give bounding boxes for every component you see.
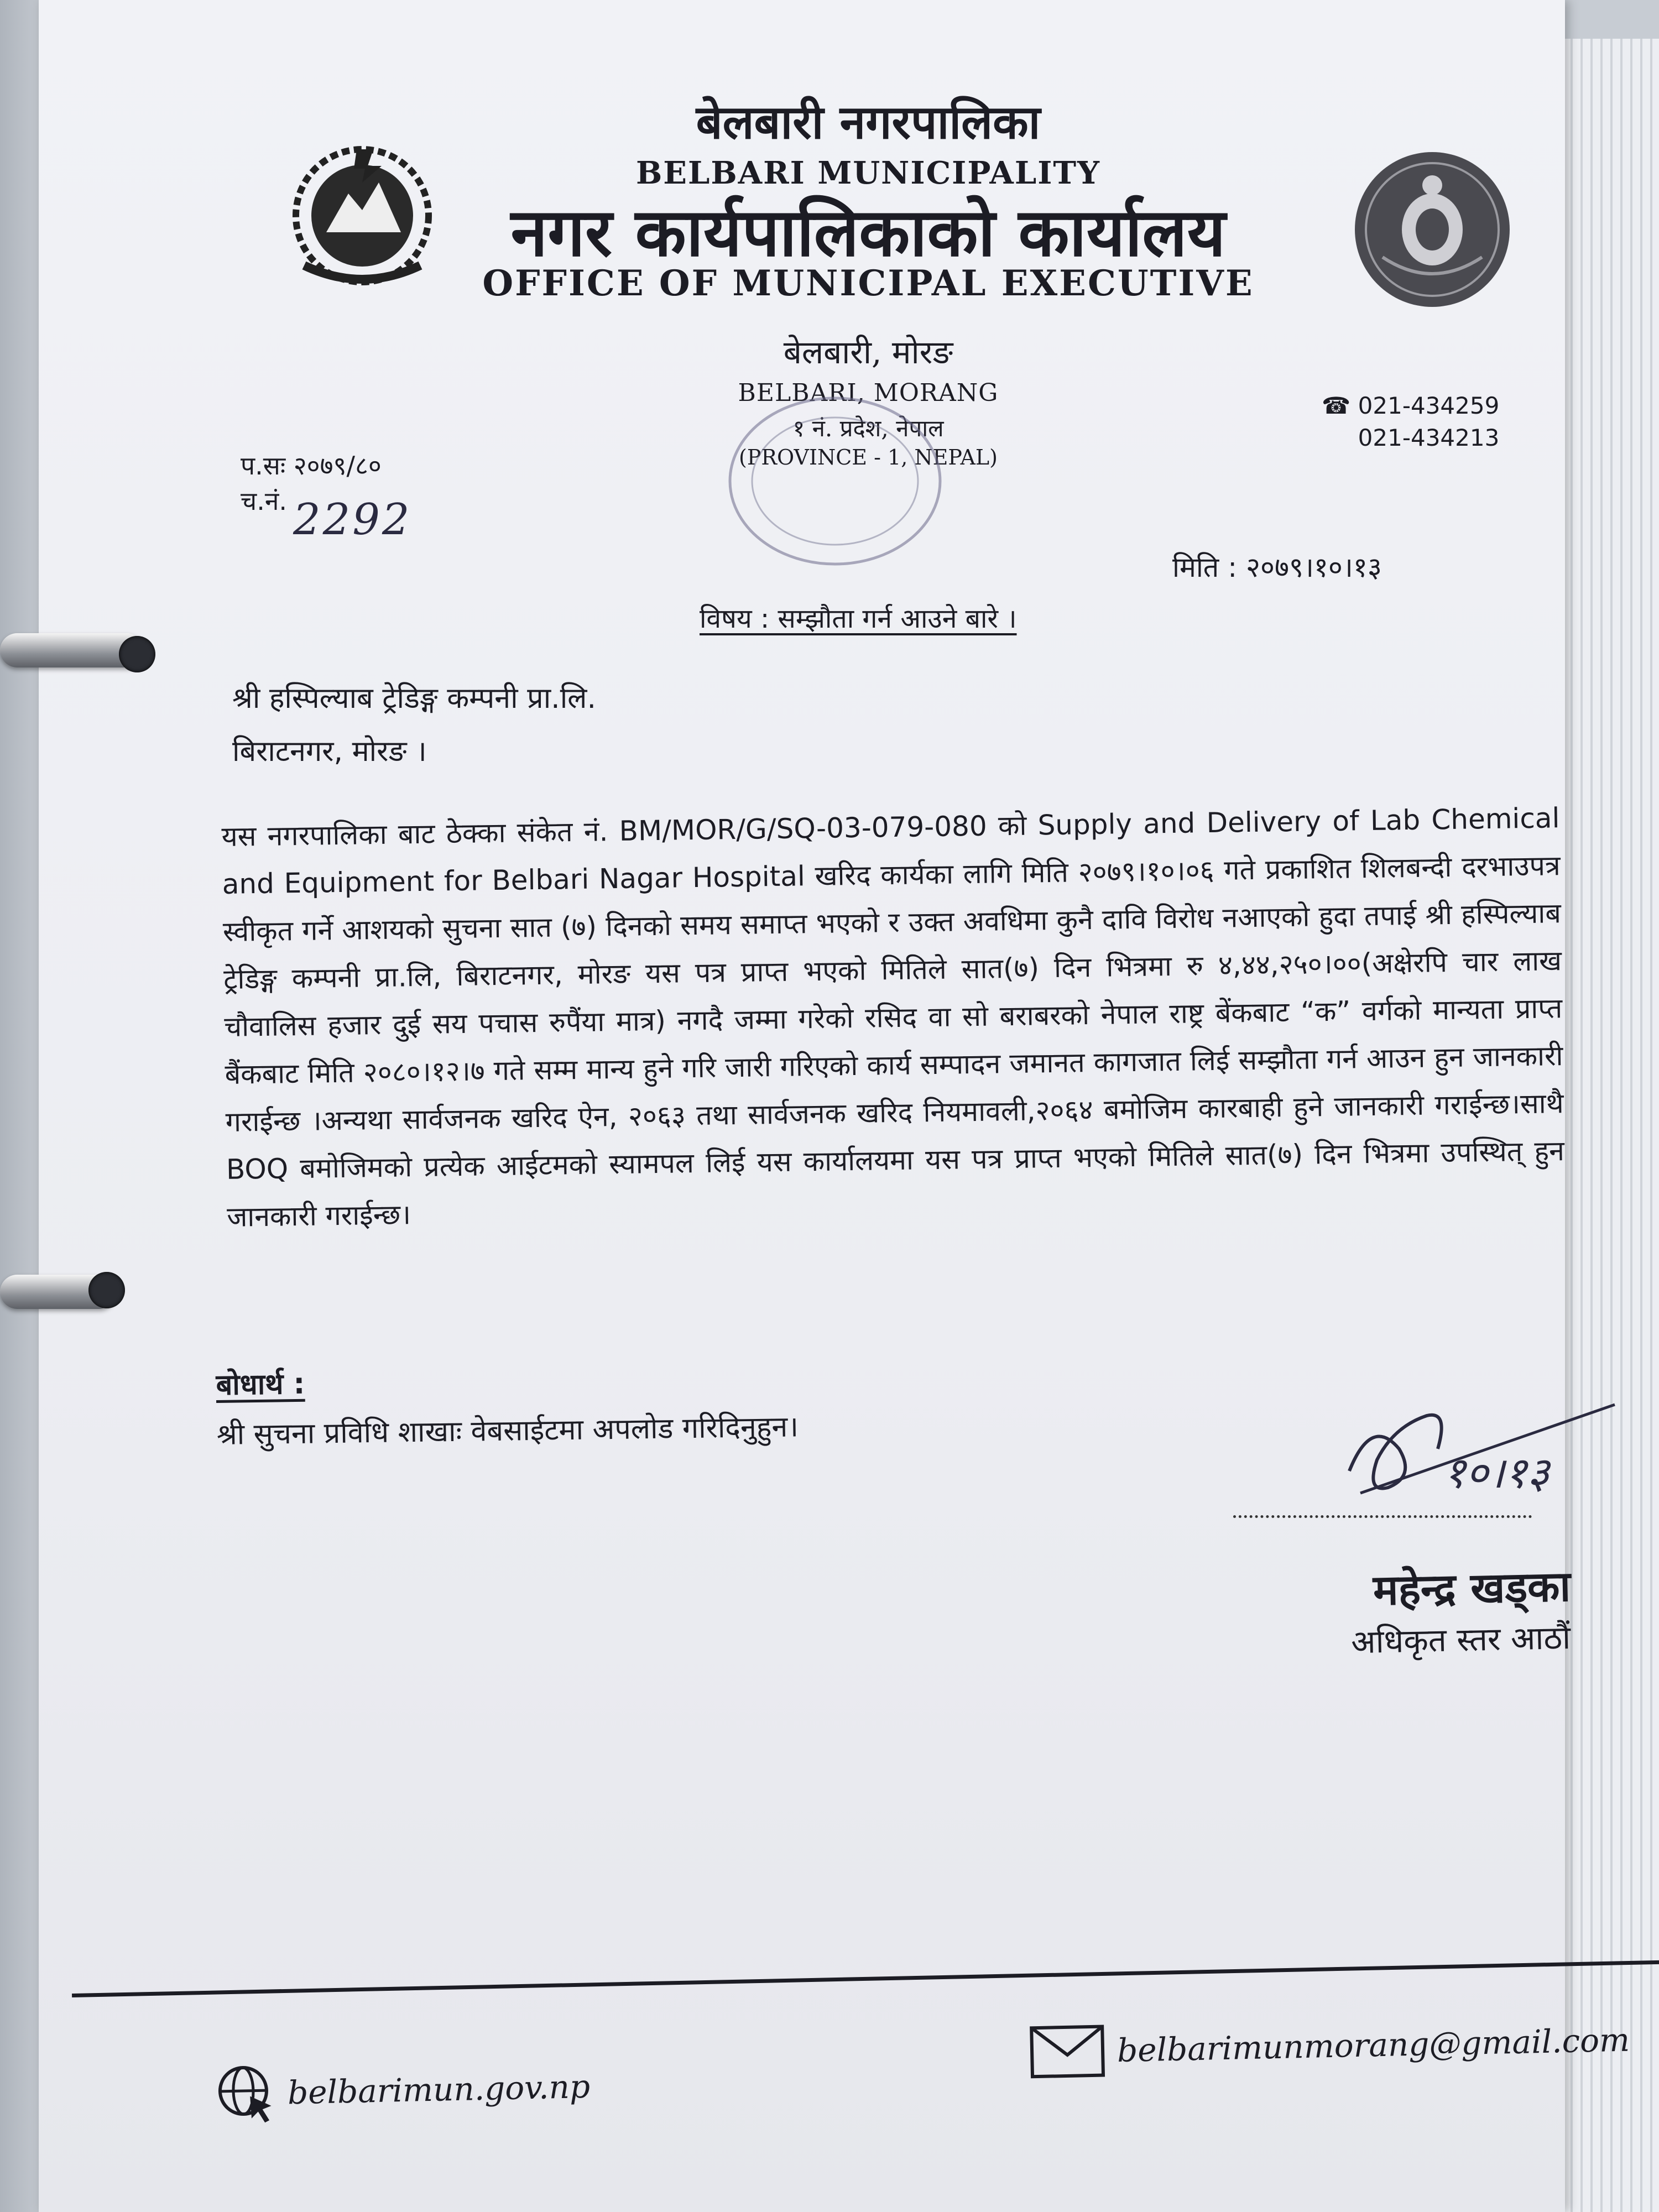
date-value: २०७९।१०।१३: [1245, 551, 1382, 583]
globe-icon: [215, 2063, 277, 2125]
signature-line: [1233, 1515, 1532, 1518]
recipient-line-2: बिराटनगर, मोरङ ।: [232, 735, 427, 768]
letter-subject: विषय : सम्झौता गर्न आउने बारे ।: [700, 603, 1017, 634]
cc-line: श्री सुचना प्रविधि शाखाः वेबसाईटमा अपलोड गरिदिनुहुन।: [216, 1410, 799, 1452]
ps-label: प.सः: [241, 451, 286, 481]
binder-hole-bottom: [88, 1272, 125, 1308]
email-text[interactable]: belbarimunmorang@gmail.com: [1117, 2021, 1630, 2070]
website-text[interactable]: belbarimun.gov.np: [287, 2067, 591, 2112]
recipient-line-1: श्री हस्पिल्याब ट्रेडिङ्ग कम्पनी प्रा.लि.: [232, 682, 596, 715]
cc-block: [216, 1352, 799, 1460]
signer-title: अधिकृत स्तर आठौं: [1350, 1619, 1571, 1661]
phone-2: 021-434213: [1358, 424, 1500, 451]
date-label: मिति :: [1172, 551, 1238, 583]
municipality-name-en: BELBARI MUNICIPALITY: [635, 155, 1101, 191]
province-en: (PROVINCE - 1, NEPAL): [739, 445, 998, 469]
municipality-name-np: बेलबारी नगरपालिका: [696, 95, 1041, 149]
phone-numbers: [1322, 390, 1499, 454]
office-stamp-icon: [719, 387, 951, 575]
envelope-icon: [1028, 2023, 1107, 2080]
letter-date: [1172, 547, 1382, 585]
address-np: बेलबारी, मोरङ: [783, 333, 953, 371]
dispatch-number: 2292: [293, 495, 412, 545]
address-en: BELBARI, MORANG: [738, 379, 999, 407]
letter-body: यस नगरपालिका बाट ठेक्का संकेत नं. BM/MOR/G/SQ-03-079-080 को Supply and Delivery of Lab Chemical and Equipment for Belbari Nagar Hospital खरिद कार्यका लागि मिति २०७९।१०।०६ गते प्रकाशित शिलबन्दी दरभाउपत्र स्वीकृत गर्ने आशयको सुचना सात (७) दिनको समय समाप्त भएको र उक्त अवधिमा कुनै दावि विरोध नआएको हुदा तपाई श्री हस्पिल्याब ट्रेडिङ्ग कम्पनी प्रा.लि, बिराटनगर, मोरङ यस पत्र प्राप्त भएको मितिले सात(७) दिन भित्रमा रु ४,४४,२५०।००(अक्षेरपि चार लाख चौवालिस हजार दुई सय पचास रुपैंया मात्र) नगदै जम्मा गरेको रसिद वा सो बराबरको नेपाल राष्ट्र बेंकबाट “क” वर्गको मान्यता प्राप्त बैंकबाट मिति २०८०।१२।७ गते सम्म मान्य हुने गरि जारी गरिएको कार्य सम्पादन जमानत कागजात लिई सम्झौता गर्न आउन हुन जानकारी गराईन्छ ।अन्यथा सार्वजनक खरिद ऐन, २०६३ तथा सार्वजनक खरिद नियमावली,२०६४ बमोजिम कारबाही हुने जानकारी गराईन्छ।साथै BOQ बमोजिमको प्रत्येक आईटमको स्यामपल लिई यस कार्यालयमा यस पत्र प्राप्त भएको मितिले सात(७) दिन भित्रमा उपस्थित् हुन जानकारी गराईन्छ।: [221, 802, 1565, 1233]
phone-icon: ☎: [1322, 392, 1358, 419]
province-np: १ नं. प्रदेश, नेपाल: [792, 415, 944, 442]
signer-name: महेन्द्र खड्का: [1373, 1561, 1571, 1615]
municipality-seal-icon: [1338, 147, 1526, 312]
footer-divider: [72, 1959, 1659, 1997]
office-name-np: नगर कार्यपालिकाको कार्यालय: [510, 194, 1226, 272]
footer-email[interactable]: [1028, 2012, 1630, 2080]
signature-scribble: [1327, 1383, 1637, 1526]
recipient-block: [232, 672, 596, 778]
signature-date: १०।१३: [1443, 1448, 1550, 1498]
letter-page: [39, 0, 1630, 2212]
office-name-en: OFFICE OF MUNICIPAL EXECUTIVE: [482, 263, 1254, 304]
footer-website[interactable]: [215, 2056, 591, 2125]
cn-label: च.नं.: [241, 486, 287, 516]
phone-1: 021-434259: [1358, 392, 1500, 419]
ps-value: २०७९/८०: [293, 451, 382, 481]
cc-label: बोधार्थ :: [216, 1367, 305, 1402]
binder-hole-top: [119, 636, 155, 672]
